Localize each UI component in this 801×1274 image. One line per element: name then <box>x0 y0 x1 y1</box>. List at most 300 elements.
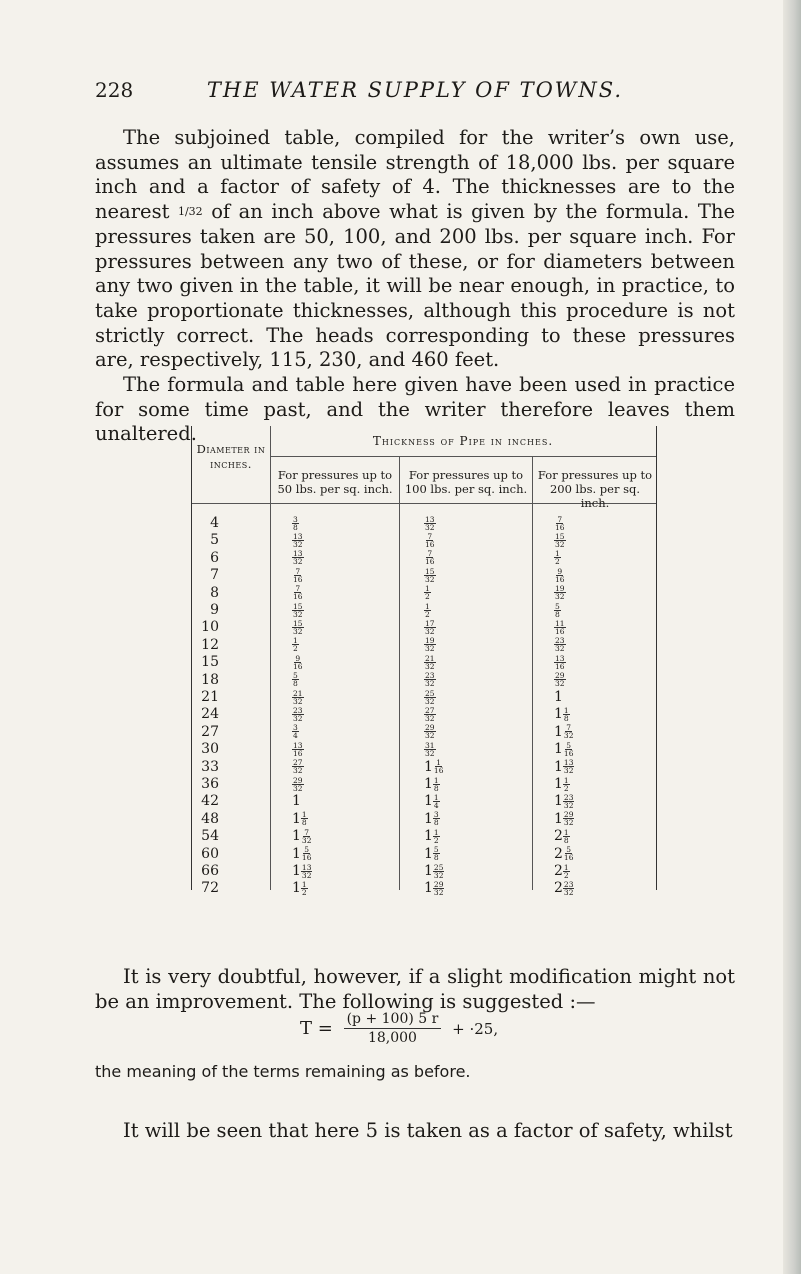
fraction <box>424 724 436 739</box>
fraction-denominator: 8 <box>433 818 439 828</box>
fraction-numerator: 1 <box>563 827 569 837</box>
thickness-100-cell <box>424 862 444 880</box>
fraction-numerator: 15 <box>425 566 435 576</box>
fraction-denominator: 8 <box>433 853 439 863</box>
fraction-denominator: 2 <box>433 835 439 845</box>
fraction <box>292 672 299 687</box>
fraction <box>554 516 566 531</box>
whole-part: 1 <box>424 828 433 845</box>
inline-fraction: 1/32 <box>177 205 203 219</box>
thickness-100-cell <box>424 601 431 619</box>
fraction <box>292 516 299 531</box>
diameter-cell: 12 <box>201 636 219 653</box>
fraction <box>292 603 304 618</box>
thickness-50-cell <box>292 775 304 793</box>
thickness-200-cell <box>554 618 566 636</box>
fraction-numerator: 13 <box>293 740 303 750</box>
fraction-numerator: 31 <box>425 740 435 750</box>
whole-part: 1 <box>554 723 563 740</box>
whole-part: 1 <box>292 793 301 810</box>
whole-part: 1 <box>554 776 563 792</box>
fraction-numerator: 15 <box>293 601 303 611</box>
fraction <box>563 864 570 879</box>
paragraph-modification: It is very doubtful, however, if a slight modification might not be an improvement. The following is suggested :— <box>95 965 735 1013</box>
fraction-numerator: 9 <box>557 566 563 576</box>
fraction-numerator: 21 <box>293 688 303 698</box>
fraction <box>424 655 436 670</box>
fraction-numerator: 5 <box>555 601 560 611</box>
fraction <box>554 568 566 583</box>
fraction-denominator: 8 <box>433 783 439 793</box>
fraction <box>424 690 436 705</box>
fraction <box>554 655 566 670</box>
column-rule <box>532 456 533 890</box>
fraction-numerator: 23 <box>563 879 574 889</box>
fraction-numerator: 7 <box>427 549 433 559</box>
fraction <box>563 777 570 792</box>
thickness-200-cell <box>554 531 566 549</box>
fraction-denominator: 2 <box>555 557 560 567</box>
thickness-100-cell <box>424 879 444 897</box>
thickness-200-cell <box>554 584 566 602</box>
fraction-denominator: 8 <box>555 609 560 619</box>
fraction <box>292 742 304 757</box>
diameter-cell: 33 <box>201 758 219 775</box>
diameter-cell: 72 <box>201 880 219 897</box>
thickness-50-cell <box>292 879 308 897</box>
fraction <box>554 603 561 618</box>
fraction-numerator: 23 <box>555 636 565 646</box>
fraction-numerator: 23 <box>293 705 303 715</box>
thickness-200-cell <box>554 845 574 863</box>
thickness-50-cell <box>292 827 312 845</box>
diameter-cell: 36 <box>201 776 219 792</box>
thickness-100-cell <box>424 514 436 532</box>
fraction-numerator: 5 <box>566 845 572 855</box>
thickness-100-cell <box>424 618 436 636</box>
thickness-50-cell <box>292 566 304 584</box>
fraction <box>433 759 445 774</box>
whole-part: 1 <box>424 810 433 827</box>
fraction-numerator: 25 <box>425 688 435 698</box>
thickness-50-cell <box>292 740 304 758</box>
thickness-100-cell <box>424 827 440 845</box>
fraction-numerator: 13 <box>293 531 303 541</box>
fraction-denominator: 16 <box>293 748 303 758</box>
fraction-denominator: 32 <box>563 800 574 810</box>
thickness-50-cell <box>292 862 312 880</box>
thickness-50-cell <box>292 531 304 549</box>
fraction-denominator: 32 <box>425 679 435 689</box>
thickness-50-cell <box>292 792 301 810</box>
diameter-cell: 24 <box>201 706 219 723</box>
diameter-cell: 48 <box>201 810 219 827</box>
fraction <box>292 568 304 583</box>
fraction-denominator: 32 <box>293 626 303 636</box>
thickness-100-cell <box>424 723 436 741</box>
group-header-rule <box>270 456 656 457</box>
fraction-numerator: 1 <box>301 879 307 889</box>
thickness-50-cell <box>292 758 304 776</box>
thickness-50-cell <box>292 636 299 654</box>
fraction-numerator: 1 <box>436 758 442 768</box>
diameter-cell: 42 <box>201 793 219 810</box>
fraction-numerator: 7 <box>427 531 433 541</box>
fraction <box>433 864 445 879</box>
fraction-numerator: 13 <box>555 653 565 663</box>
thickness-100-cell <box>424 845 440 863</box>
fraction <box>301 811 308 826</box>
fraction-denominator: 16 <box>563 748 574 758</box>
fraction <box>301 881 308 896</box>
fraction-numerator: 29 <box>555 671 565 681</box>
page-header <box>95 78 735 108</box>
fraction <box>292 759 304 774</box>
fraction-numerator: 1 <box>425 601 430 611</box>
thickness-200-cell <box>554 862 570 880</box>
thickness-200-cell <box>554 636 566 654</box>
whole-part: 1 <box>424 863 433 879</box>
thickness-50-cell <box>292 514 299 532</box>
fraction <box>301 864 313 879</box>
fraction <box>554 550 561 565</box>
thickness-100-cell <box>424 566 436 584</box>
fraction <box>292 533 304 548</box>
fraction-numerator: 5 <box>433 845 439 855</box>
fraction <box>554 637 566 652</box>
fraction-numerator: 3 <box>293 514 298 524</box>
fraction-denominator: 32 <box>563 766 574 776</box>
column-rule <box>270 426 271 890</box>
fraction-denominator: 16 <box>555 522 565 532</box>
fraction-numerator: 27 <box>425 705 435 715</box>
paragraph-factor-safety: It will be seen that here 5 is taken as a factor of safety, whilst <box>123 1119 733 1142</box>
fraction-denominator: 32 <box>425 522 435 532</box>
fraction-numerator: 7 <box>566 723 572 733</box>
diameter-cell: 30 <box>201 741 219 758</box>
thickness-100-cell <box>424 549 436 567</box>
fraction-denominator: 32 <box>301 835 312 845</box>
whole-part: 1 <box>424 880 433 897</box>
thickness-50-cell <box>292 688 304 706</box>
fraction <box>563 811 575 826</box>
fraction <box>563 881 575 896</box>
fraction <box>424 516 436 531</box>
fraction-numerator: 13 <box>563 758 574 768</box>
fraction <box>292 777 304 792</box>
fraction <box>554 672 566 687</box>
fraction-numerator: 1 <box>425 584 430 594</box>
whole-part: 1 <box>424 758 433 775</box>
fraction <box>563 759 575 774</box>
whole-part: 1 <box>424 793 433 810</box>
thickness-50-cell <box>292 601 304 619</box>
diameter-cell: 6 <box>210 549 219 566</box>
fraction <box>292 690 304 705</box>
fraction-denominator: 2 <box>293 644 298 654</box>
fraction <box>424 637 436 652</box>
thickness-200-cell <box>554 653 566 671</box>
fraction-denominator: 8 <box>301 818 307 828</box>
whole-part: 1 <box>554 741 563 758</box>
diameter-cell: 8 <box>210 584 219 601</box>
thickness-200-cell <box>554 723 574 741</box>
fraction-denominator: 32 <box>563 731 574 741</box>
fraction-denominator: 32 <box>293 766 303 776</box>
fraction <box>301 846 313 861</box>
diameter-cell: 18 <box>201 671 219 688</box>
fraction-numerator: 5 <box>293 671 298 681</box>
thickness-50-cell <box>292 653 304 671</box>
fraction-denominator: 2 <box>563 783 569 793</box>
fraction-denominator: 32 <box>425 626 435 636</box>
thickness-200-cell <box>554 705 570 723</box>
fraction <box>554 533 566 548</box>
col-header-100: For pressures up to 100 lbs. per sq. inch. <box>404 468 528 496</box>
whole-part: 1 <box>424 845 433 862</box>
whole-part: 1 <box>554 689 563 705</box>
col-header-50: For pressures up to 50 lbs. per sq. inch. <box>277 468 393 496</box>
fraction-denominator: 2 <box>301 887 307 897</box>
thickness-50-cell <box>292 549 304 567</box>
page-edge <box>783 0 801 1274</box>
fraction <box>563 742 575 757</box>
fraction-numerator: 11 <box>555 618 565 628</box>
fraction-denominator: 32 <box>301 870 312 880</box>
fraction-denominator: 16 <box>293 592 303 602</box>
fraction-numerator: 5 <box>566 740 572 750</box>
fraction-numerator: 13 <box>293 549 303 559</box>
fraction-denominator: 16 <box>433 766 444 776</box>
pipe-thickness-table <box>191 426 657 897</box>
whole-part: 1 <box>554 793 563 810</box>
whole-part: 1 <box>554 706 563 723</box>
fraction <box>433 794 440 809</box>
fraction-denominator: 2 <box>425 609 430 619</box>
fraction-denominator: 16 <box>425 539 435 549</box>
fraction-denominator: 32 <box>563 818 574 828</box>
fraction <box>292 655 304 670</box>
whole-part: 1 <box>292 828 301 845</box>
fraction-numerator: 17 <box>425 618 435 628</box>
fraction-numerator: 23 <box>425 671 435 681</box>
diameter-cell: 9 <box>210 602 219 618</box>
thickness-50-cell <box>292 723 299 741</box>
fraction-numerator: 3 <box>293 723 298 733</box>
whole-part: 1 <box>554 810 563 827</box>
fraction <box>554 620 566 635</box>
fraction-denominator: 16 <box>425 557 435 567</box>
thickness-100-cell <box>424 758 444 776</box>
formula-caption: the meaning of the terms remaining as before. <box>95 1062 471 1081</box>
whole-part: 1 <box>292 810 301 827</box>
whole-part: 1 <box>292 845 301 862</box>
diameter-cell: 66 <box>201 863 219 879</box>
col-header-200: For pressures up to 200 lbs. per sq. inch. <box>537 468 653 510</box>
fraction-denominator: 8 <box>293 522 298 532</box>
fraction-numerator: 15 <box>555 531 565 541</box>
fraction-numerator: 29 <box>425 723 435 733</box>
fraction-numerator: 1 <box>301 810 307 820</box>
fraction-denominator: 2 <box>425 592 430 602</box>
diameter-header: Diameter in inches. <box>196 442 266 471</box>
fraction-numerator: 7 <box>295 584 301 594</box>
thickness-100-cell <box>424 688 436 706</box>
fraction <box>424 533 436 548</box>
whole-part: 1 <box>292 880 301 897</box>
fraction <box>563 829 570 844</box>
fraction <box>424 620 436 635</box>
fraction-denominator: 8 <box>563 835 569 845</box>
whole-part: 1 <box>292 863 301 879</box>
diameter-cell: 60 <box>201 845 219 862</box>
thickness-200-cell <box>554 792 574 810</box>
fraction-denominator: 32 <box>293 696 303 706</box>
diameter-cell: 54 <box>201 828 219 845</box>
paragraph-intro: The subjoined table, compiled for the writer’s own use, assumes an ultimate tensile strength of 18,000 lbs. per square inch and a factor of safety of 4. The thicknesses are to the nearest 1/32 of an inch above what is given by the formula. The pressures taken are 50, 100, and 200 lbs. per square inch. For pressures between any two of these, or for diameters between any two given in the table, it will be near enough, in practice, to take proportionate thicknesses, although this procedure is not strictly correct. The heads corresponding to these pressures are, respectively, 115, 230, and 460 feet. <box>95 126 735 372</box>
fraction-denominator: 32 <box>425 696 435 706</box>
diameter-cell: 7 <box>210 567 219 584</box>
fraction <box>424 707 436 722</box>
fraction-numerator: 21 <box>425 653 435 663</box>
whole-part: 2 <box>554 845 563 862</box>
fraction-denominator: 16 <box>555 574 565 584</box>
fraction-numerator: 19 <box>425 636 435 646</box>
paragraph-formula-note: The formula and table here given have been used in practice for some time past, and the writer therefore leaves them unaltered. <box>95 373 735 446</box>
fraction-denominator: 32 <box>293 713 303 723</box>
fraction-numerator: 9 <box>295 653 301 663</box>
fraction <box>424 550 436 565</box>
thickness-200-cell <box>554 758 574 776</box>
formula-denominator: 18,000 <box>367 1030 417 1046</box>
fraction-denominator: 32 <box>433 887 444 897</box>
whole-part: 2 <box>554 880 563 897</box>
diameter-cell: 5 <box>210 532 219 549</box>
thickness-50-cell <box>292 705 304 723</box>
fraction-numerator: 1 <box>563 862 569 872</box>
fraction-denominator: 32 <box>293 609 303 619</box>
column-rule <box>399 456 400 890</box>
thickness-50-cell <box>292 584 304 602</box>
thickness-100-cell <box>424 636 436 654</box>
thickness-200-cell <box>554 671 566 689</box>
fraction-denominator: 32 <box>433 870 444 880</box>
thickness-100-cell <box>424 705 436 723</box>
thickness-200-cell <box>554 810 574 828</box>
fraction-denominator: 16 <box>293 661 303 671</box>
fraction-denominator: 32 <box>293 557 303 567</box>
fraction <box>433 811 440 826</box>
fraction-numerator: 1 <box>433 792 439 802</box>
fraction-numerator: 7 <box>295 566 301 576</box>
fraction <box>292 585 304 600</box>
fraction <box>424 568 436 583</box>
thickness-200-cell <box>554 688 563 706</box>
thickness-100-cell <box>424 775 440 793</box>
fraction-denominator: 32 <box>563 887 574 897</box>
whole-part: 1 <box>554 758 563 775</box>
thickness-50-cell <box>292 671 299 689</box>
fraction <box>433 777 440 792</box>
fraction-denominator: 32 <box>425 731 435 741</box>
fraction-numerator: 1 <box>433 775 439 785</box>
thickness-100-cell <box>424 531 436 549</box>
fraction-denominator: 32 <box>425 713 435 723</box>
thickness-50-cell <box>292 618 304 636</box>
fraction <box>424 672 436 687</box>
thickness-200-cell <box>554 827 570 845</box>
fraction-numerator: 29 <box>563 810 574 820</box>
thickness-200-cell <box>554 879 574 897</box>
thickness-200-cell <box>554 566 566 584</box>
fraction-numerator: 7 <box>557 514 563 524</box>
fraction-numerator: 29 <box>293 775 303 785</box>
fraction-denominator: 4 <box>293 731 298 741</box>
fraction-numerator: 19 <box>555 584 565 594</box>
fraction <box>424 585 431 600</box>
formula <box>300 1010 498 1047</box>
diameter-cell: 15 <box>201 654 219 671</box>
fraction-denominator: 32 <box>555 679 565 689</box>
fraction-numerator: 15 <box>293 618 303 628</box>
fraction <box>563 794 575 809</box>
fraction <box>292 724 299 739</box>
fraction-denominator: 16 <box>563 853 574 863</box>
fraction-denominator: 32 <box>293 539 303 549</box>
fraction-denominator: 16 <box>301 853 312 863</box>
thickness-50-cell <box>292 810 308 828</box>
fraction <box>433 846 440 861</box>
thickness-100-cell <box>424 792 440 810</box>
diameter-cell: 21 <box>201 689 219 705</box>
formula-numerator: (p + 100) 5 r <box>344 1010 442 1029</box>
fraction-numerator: 13 <box>425 514 435 524</box>
whole-part: 2 <box>554 863 563 879</box>
fraction-denominator: 16 <box>555 661 565 671</box>
fraction <box>424 603 431 618</box>
fraction-denominator: 32 <box>425 661 435 671</box>
fraction-denominator: 32 <box>425 748 435 758</box>
fraction <box>301 829 313 844</box>
fraction-numerator: 23 <box>563 792 574 802</box>
running-title: THE WATER SUPPLY OF TOWNS. <box>206 78 624 102</box>
fraction-denominator: 4 <box>433 800 439 810</box>
thickness-100-cell <box>424 671 436 689</box>
thickness-200-cell <box>554 601 561 619</box>
fraction-numerator: 13 <box>301 862 312 872</box>
fraction-denominator: 8 <box>563 713 569 723</box>
page-number: 228 <box>95 78 134 102</box>
fraction <box>292 707 304 722</box>
thickness-100-cell <box>424 584 431 602</box>
fraction-numerator: 3 <box>433 810 439 820</box>
diameter-cell: 4 <box>210 515 219 531</box>
diameter-cell: 10 <box>201 619 219 636</box>
fraction-denominator: 32 <box>425 574 435 584</box>
formula-fraction <box>344 1010 442 1047</box>
thickness-200-cell <box>554 775 570 793</box>
thickness-50-cell <box>292 845 312 863</box>
fraction-denominator: 32 <box>555 644 565 654</box>
diameter-cell: 27 <box>201 723 219 740</box>
fraction-denominator: 8 <box>293 679 298 689</box>
fraction-numerator: 1 <box>433 827 439 837</box>
thickness-100-cell <box>424 740 436 758</box>
fraction <box>563 707 570 722</box>
fraction-denominator: 16 <box>293 574 303 584</box>
fraction <box>433 881 445 896</box>
fraction-numerator: 1 <box>563 705 569 715</box>
